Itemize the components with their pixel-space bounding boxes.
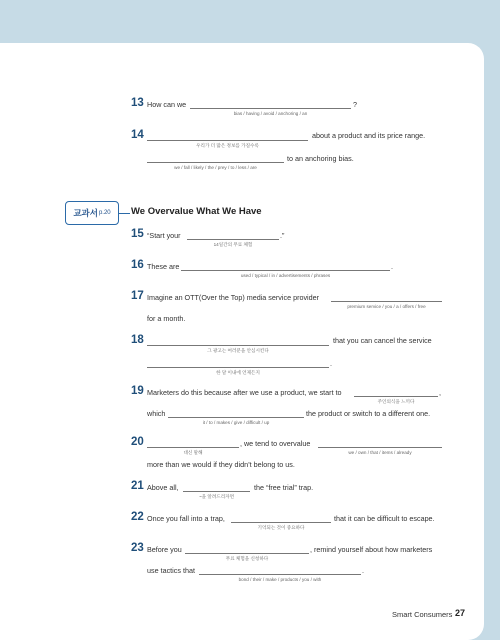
question-number: 18	[131, 334, 144, 346]
word-hint: 기억되는 것이 중요하다	[257, 525, 305, 530]
question-text: about a product and its price range.	[312, 131, 426, 140]
question-number: 16	[131, 259, 144, 271]
question-text: for a month.	[147, 314, 186, 323]
word-hint: it / to / makes / give / difficult / up	[202, 420, 270, 425]
divider	[119, 213, 130, 214]
badge-label: 교과서	[73, 208, 98, 218]
answer-blank[interactable]	[168, 417, 304, 418]
question-text: Before you	[147, 545, 182, 554]
answer-blank[interactable]	[147, 447, 239, 448]
answer-blank[interactable]	[185, 553, 309, 554]
answer-blank[interactable]	[187, 239, 279, 240]
footer-label: Smart Consumers	[392, 610, 453, 619]
answer-blank[interactable]	[147, 140, 308, 141]
question-text: .	[330, 359, 332, 368]
question-text: to an anchoring bias.	[287, 154, 354, 163]
word-hint: we / own / that / items / already	[348, 450, 412, 455]
page-number: 27	[455, 608, 466, 618]
question-text: more than we would if they didn’t belong to us.	[147, 460, 295, 469]
answer-blank[interactable]	[231, 522, 331, 523]
word-hint: 14일간의 무료 체험	[213, 242, 253, 247]
question-text: use tactics that	[147, 566, 195, 575]
question-text: which	[147, 409, 166, 418]
word-hint: 한 달 이내에 언제든지	[216, 370, 260, 375]
question-text: the “free trial” trap.	[254, 483, 314, 492]
word-hint: bond / their / make / products / you / with	[238, 577, 322, 582]
question-number: 21	[131, 480, 144, 492]
question-text: that you can cancel the service	[333, 336, 432, 345]
question-text: .”	[280, 231, 285, 240]
answer-blank[interactable]	[147, 345, 329, 346]
question-text: Imagine an OTT(Over the Top) media service provider	[147, 293, 320, 302]
answer-blank[interactable]	[331, 301, 442, 302]
question-number: 20	[131, 436, 144, 448]
answer-blank[interactable]	[318, 447, 442, 448]
answer-blank[interactable]	[147, 162, 284, 163]
question-number: 13	[131, 97, 144, 109]
word-hint: 우리가 더 많은 정보를 가질수록	[196, 143, 259, 148]
answer-blank[interactable]	[181, 270, 390, 271]
question-number: 17	[131, 290, 144, 302]
word-hint: 그 광고는 여러분을 안심시킨다	[207, 348, 269, 353]
question-text: These are	[147, 262, 180, 271]
answer-blank[interactable]	[183, 491, 250, 492]
section-title: We Overvalue What We Have	[131, 206, 262, 217]
word-hint: ~을 알려드리자면	[198, 494, 235, 499]
question-number: 15	[131, 228, 144, 240]
question-number: 19	[131, 385, 144, 397]
question-number: 14	[131, 129, 144, 141]
question-text: “Start your	[147, 231, 181, 240]
word-hint: used / typical / in / advertisements / phrases	[240, 273, 331, 278]
question-text: ,	[439, 388, 441, 397]
textbook-page-badge	[65, 201, 119, 225]
question-text: Marketers do this because after we use a product, we start to	[147, 388, 342, 397]
word-hint: we / fall / likely / the / prey / to / less / are	[174, 165, 257, 170]
question-text: , remind yourself about how marketers	[310, 545, 433, 554]
question-text: .	[391, 262, 393, 271]
word-hint: 대신 말해	[183, 450, 203, 455]
word-hint: 무료 체험을 신청하다	[225, 556, 269, 561]
question-text: ?	[353, 100, 357, 109]
word-hint: bias / having / avoid / anchoring / an	[233, 111, 308, 116]
answer-blank[interactable]	[354, 396, 438, 397]
question-number: 23	[131, 542, 144, 554]
question-text: , we tend to overvalue	[240, 439, 311, 448]
question-text: Above all,	[147, 483, 179, 492]
answer-blank[interactable]	[199, 574, 361, 575]
answer-blank[interactable]	[147, 367, 329, 368]
badge-page: p.20	[98, 210, 111, 216]
word-hint: 주인의식을 느끼다	[377, 399, 415, 404]
word-hint: premium service / you / a / offers / free	[347, 304, 426, 309]
question-text: that it can be difficult to escape.	[334, 514, 435, 523]
question-text: the product or switch to a different one.	[306, 409, 431, 418]
question-number: 22	[131, 511, 144, 523]
question-text: Once you fall into a trap,	[147, 514, 225, 523]
question-text: .	[362, 566, 364, 575]
answer-blank[interactable]	[190, 108, 351, 109]
question-text: How can we	[147, 100, 187, 109]
